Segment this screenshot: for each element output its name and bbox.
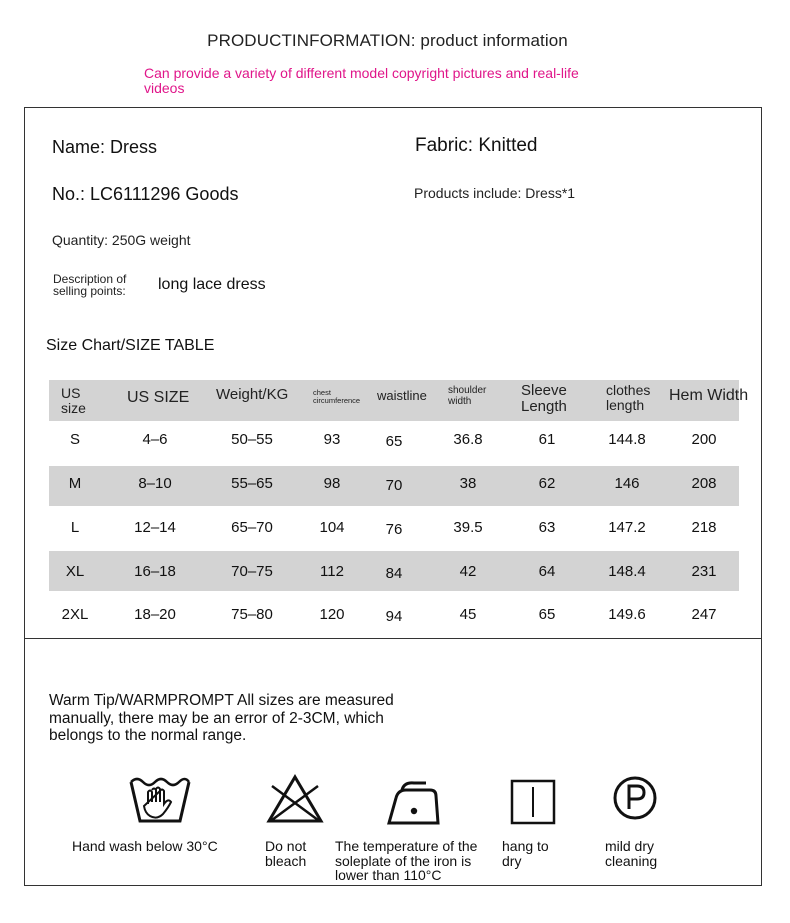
cell-weight: 65–70 (231, 519, 273, 536)
care-label-dry-clean: mild dry cleaning (605, 838, 658, 869)
cell-clothes-length: 147.2 (608, 519, 646, 536)
header-shoulder: shoulder width (448, 385, 487, 407)
copyright-note: Can provide a variety of different model copyright pictures and real-life videos (144, 65, 579, 96)
product-quantity: Quantity: 250G weight (52, 232, 191, 248)
no-bleach-icon (266, 774, 324, 824)
cell-waistline: 65 (385, 433, 403, 450)
table-row (49, 431, 739, 451)
cell-chest: 120 (319, 606, 345, 623)
size-table-header (49, 380, 749, 421)
selling-points-value: long lace dress (158, 276, 266, 293)
table-row (49, 475, 739, 495)
cell-shoulder: 36.8 (453, 431, 483, 448)
cell-chest: 93 (323, 431, 341, 448)
cell-clothes-length: 146 (614, 475, 640, 492)
cell-us-size: 18–20 (134, 606, 176, 623)
cell-us-size-abbr: XL (65, 563, 85, 580)
care-label-hand-wash: Hand wash below 30°C (72, 838, 218, 854)
cell-us-size-abbr: S (69, 431, 80, 448)
cell-hem-width: 208 (691, 475, 717, 492)
product-number: No.: LC6111296 Goods (52, 184, 239, 204)
cell-hem-width: 231 (691, 563, 717, 580)
header-us-size: US SIZE (127, 389, 190, 406)
cell-chest: 98 (323, 475, 341, 492)
cell-waistline: 76 (385, 521, 403, 538)
hang-dry-icon (510, 779, 556, 825)
cell-weight: 55–65 (231, 475, 273, 492)
cell-chest: 104 (319, 519, 345, 536)
care-label-hang-dry: hang to dry (502, 838, 549, 869)
cell-shoulder: 42 (459, 563, 477, 580)
table-row (49, 519, 739, 539)
cell-us-size-abbr: L (70, 519, 80, 536)
cell-sleeve: 62 (538, 475, 556, 492)
cell-clothes-length: 149.6 (608, 606, 646, 623)
product-fabric: Fabric: Knitted (415, 135, 538, 156)
cell-sleeve: 61 (538, 431, 556, 448)
cell-clothes-length: 144.8 (608, 431, 646, 448)
cell-us-size-abbr: 2XL (61, 606, 89, 623)
cell-hem-width: 247 (691, 606, 717, 623)
cell-weight: 50–55 (231, 431, 273, 448)
cell-shoulder: 39.5 (453, 519, 483, 536)
product-name: Name: Dress (52, 137, 158, 157)
warm-tip: Warm Tip/WARMPROMPT All sizes are measured manually, there may be an error of 2-3CM, which belongs to the normal range. (49, 692, 394, 744)
mild-dry-clean-icon (612, 775, 658, 821)
cell-us-size: 4–6 (142, 431, 168, 448)
cell-sleeve: 63 (538, 519, 556, 536)
size-chart-title: Size Chart/SIZE TABLE (46, 337, 215, 354)
cell-clothes-length: 148.4 (608, 563, 646, 580)
selling-label-line1: Description of (53, 272, 127, 286)
table-row (49, 606, 739, 626)
page-title: PRODUCTINFORMATION: product information (207, 31, 568, 50)
header-waistline: waistline (377, 388, 427, 403)
cell-waistline: 84 (385, 565, 403, 582)
cell-weight: 70–75 (231, 563, 273, 580)
selling-label-line2: selling points: (53, 284, 126, 298)
cell-hem-width: 200 (691, 431, 717, 448)
cell-shoulder: 45 (459, 606, 477, 623)
cell-chest: 112 (320, 563, 344, 580)
cell-us-size: 12–14 (134, 519, 176, 536)
section-divider (24, 638, 762, 639)
header-chest: chest circumference (313, 388, 361, 405)
care-label-iron: The temperature of the soleplate of the iron is lower than 110°C (335, 838, 478, 883)
cell-waistline: 94 (385, 608, 403, 625)
header-hem-width: Hem Width (669, 387, 749, 404)
product-includes: Products include: Dress*1 (414, 185, 576, 201)
header-us-size-abbr: US size (61, 385, 86, 416)
cell-sleeve: 64 (538, 563, 556, 580)
cell-sleeve: 65 (538, 606, 556, 623)
cell-waistline: 70 (385, 477, 403, 494)
header-weight: Weight/KG (216, 386, 289, 403)
size-table-body (49, 421, 739, 636)
header-sleeve: Sleeve Length (521, 382, 567, 415)
cell-us-size: 16–18 (134, 563, 176, 580)
table-row (49, 563, 739, 583)
care-label-no-bleach: Do not bleach (265, 838, 307, 869)
hand-wash-icon (128, 774, 192, 826)
selling-points-label (53, 273, 126, 297)
cell-shoulder: 38 (459, 475, 477, 492)
cell-hem-width: 218 (691, 519, 717, 536)
cell-weight: 75–80 (231, 606, 273, 623)
iron-low-icon (386, 780, 442, 826)
cell-us-size-abbr: M (68, 475, 82, 492)
header-clothes-length: clothes length (606, 382, 651, 413)
cell-us-size: 8–10 (138, 475, 172, 492)
